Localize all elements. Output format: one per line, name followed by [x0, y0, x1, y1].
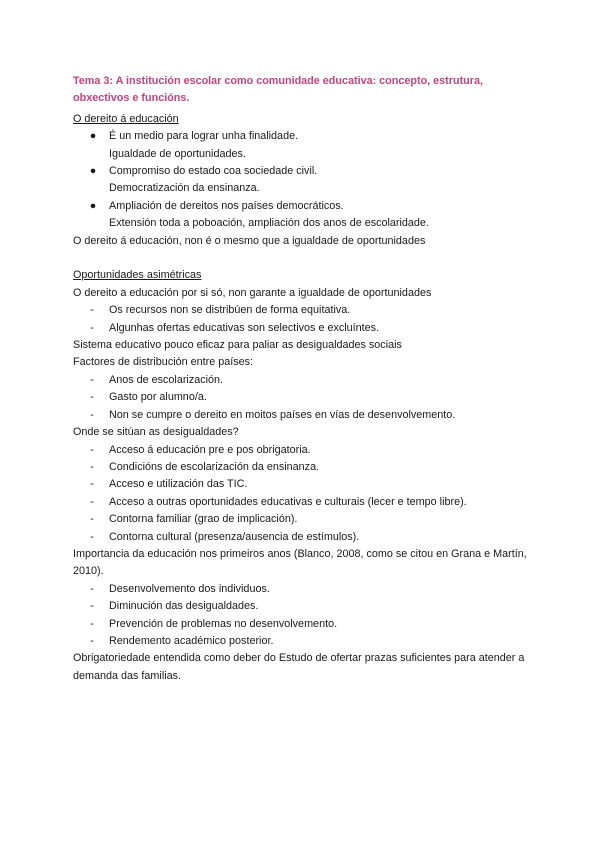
list-item-subtext: Extensión toda a poboación, ampliación dos anos de escolaridade.: [109, 217, 429, 230]
paragraph-text: Factores de distribución entre países:: [73, 356, 254, 369]
dash-icon: -: [90, 304, 94, 317]
dash-icon: -: [90, 443, 94, 456]
list-item: [73, 302, 533, 319]
list-item-text: Acceso e utilización das TIC.: [109, 478, 248, 491]
document-title: Tema 3: A institución escolar como comunidade educativa: concepto, estrutura, obxectivos e funcións.: [73, 75, 483, 105]
list-item: [73, 407, 533, 424]
list-item-subtext: Democratización da ensinanza.: [109, 182, 260, 195]
list-item: [73, 389, 533, 406]
list-item: [73, 598, 533, 615]
document-page: [73, 73, 533, 685]
dash-icon: -: [90, 408, 94, 421]
list-item-text: Diminución das desigualdades.: [109, 600, 259, 613]
dash-icon: -: [90, 495, 94, 508]
bullet-icon: ●: [89, 130, 97, 143]
list-item: [73, 476, 533, 493]
paragraph-text: Obrigatoriedade entendida como deber do Estudo de ofertar prazas suficientes para atender a demanda das familias.: [73, 652, 525, 682]
bullet-icon: ●: [89, 199, 97, 212]
dash-icon: -: [90, 321, 94, 334]
dash-icon: -: [90, 478, 94, 491]
list-item-text: Contorna cultural (presenza/ausencia de estímulos).: [109, 530, 360, 543]
list-item: [73, 320, 533, 337]
list-item: [73, 633, 533, 650]
list-item: [73, 459, 533, 476]
dash-icon: -: [90, 530, 94, 543]
dash-list-distribution-factors: [73, 372, 533, 424]
list-item-text: Rendemento académico posterior.: [109, 634, 274, 647]
list-item: [73, 581, 533, 598]
list-item: [73, 529, 533, 546]
paragraph-text: Importancia da educación nos primeiros anos (Blanco, 2008, como se citou en Grana e Martín, 2010).: [73, 547, 527, 578]
list-item: [73, 163, 533, 198]
dash-icon: -: [90, 373, 94, 386]
list-item-text: Desenvolvemento dos individuos.: [109, 582, 270, 595]
bullet-list-right-to-education: [73, 128, 533, 232]
list-item-text: Acceso á educación pre e pos obrigatoria.: [109, 443, 311, 456]
list-item-text: Compromiso do estado coa sociedade civil.: [109, 165, 318, 178]
section1-closing-text: O dereito á educación, non é o mesmo que a igualdade de oportunidades: [73, 234, 426, 247]
list-item: [73, 494, 533, 511]
dash-icon: -: [90, 582, 94, 595]
list-item: [73, 442, 533, 459]
list-item-subtext: Igualdade de oportunidades.: [109, 147, 246, 160]
list-item-text: Anos de escolarización.: [109, 373, 224, 386]
bullet-icon: ●: [89, 165, 97, 178]
list-item-text: Non se cumpre o dereito en moitos países en vías de desenvolvemento.: [109, 408, 456, 421]
list-item: [73, 198, 533, 233]
list-item-text: Prevención de problemas no desenvolvemento.: [109, 617, 338, 630]
list-item-text: Contorna familiar (grao de implicación).: [109, 513, 298, 526]
list-item: [73, 616, 533, 633]
list-item-text: Algunhas ofertas educativas son selectivos e excluíntes.: [109, 321, 380, 334]
list-item: [73, 511, 533, 528]
list-item-text: Acceso a outras oportunidades educativas e culturais (lecer e tempo libre).: [109, 495, 467, 508]
dash-icon: -: [90, 617, 94, 630]
section2-intro-text: O dereito a educación por si só, non garante a igualdade de oportunidades: [73, 286, 432, 299]
dash-icon: -: [90, 634, 94, 647]
dash-list-resources: [73, 302, 533, 337]
list-item: [73, 372, 533, 389]
blank-line: [73, 250, 533, 267]
paragraph-text: Onde se sitúan as desigualdades?: [73, 426, 239, 439]
list-item-text: Gasto por alumno/a.: [109, 391, 207, 404]
dash-list-early-education: [73, 581, 533, 651]
dash-icon: -: [90, 391, 94, 404]
list-item-text: Os recursos non se distribúen de forma equitativa.: [109, 304, 351, 317]
dash-icon: -: [90, 513, 94, 526]
list-item-text: É un medio para lograr unha finalidade.: [109, 130, 299, 143]
dash-icon: -: [90, 600, 94, 613]
list-item: [73, 128, 533, 163]
paragraph-text: Sistema educativo pouco eficaz para paliar as desigualdades sociais: [73, 339, 402, 352]
section-heading-asymmetric-opportunities: Oportunidades asimétricas: [73, 269, 202, 282]
list-item-text: Condicións de escolarización da ensinanza.: [109, 460, 320, 473]
dash-list-inequalities: [73, 442, 533, 546]
list-item-text: Ampliación de dereitos nos países democráticos.: [109, 199, 344, 212]
section-heading-right-to-education: O dereito á educación: [73, 112, 179, 125]
dash-icon: -: [90, 460, 94, 473]
